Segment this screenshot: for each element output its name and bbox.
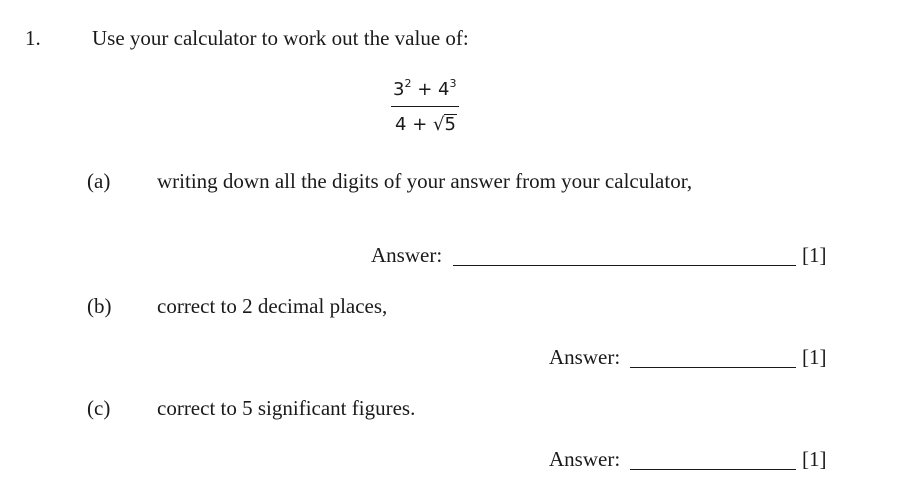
part-c-marks: [1] [802, 447, 827, 471]
fraction-expression [389, 77, 461, 144]
part-a-answer-label: Answer: [371, 243, 443, 267]
numerator-term2-exponent: 3 [449, 77, 457, 90]
part-b-text: correct to 2 decimal places, [157, 294, 388, 318]
part-b-answer-label: Answer: [549, 345, 621, 369]
question-number: 1. [25, 26, 41, 50]
square-root [433, 113, 457, 137]
fraction-numerator [393, 77, 457, 100]
part-b-answer-field[interactable] [630, 367, 796, 368]
part-c-answer-field[interactable] [630, 469, 796, 470]
part-b-marks: [1] [802, 345, 827, 369]
radical-sign: √ [433, 114, 445, 135]
radicand: 5 [444, 114, 456, 135]
denominator-term1: 4 [395, 114, 407, 135]
numerator-term1-base: 3 [393, 79, 405, 100]
part-c-text: correct to 5 significant figures. [157, 396, 416, 420]
numerator-operator: + [417, 79, 433, 100]
part-a-answer-field[interactable] [453, 265, 796, 266]
part-a-marks: [1] [802, 243, 827, 267]
denominator-operator: + [412, 114, 428, 135]
fraction-denominator [395, 113, 457, 137]
part-a-text: writing down all the digits of your answer from your calculator, [157, 169, 693, 193]
part-c-answer-label: Answer: [549, 447, 621, 471]
numerator-term2-base: 4 [438, 79, 450, 100]
fraction-bar [391, 106, 459, 107]
question-text: Use your calculator to work out the value of: [92, 26, 469, 50]
part-c-label: (c) [87, 396, 111, 420]
part-b-label: (b) [87, 294, 112, 318]
part-a-label: (a) [87, 169, 111, 193]
numerator-term1-exponent: 2 [404, 77, 412, 90]
